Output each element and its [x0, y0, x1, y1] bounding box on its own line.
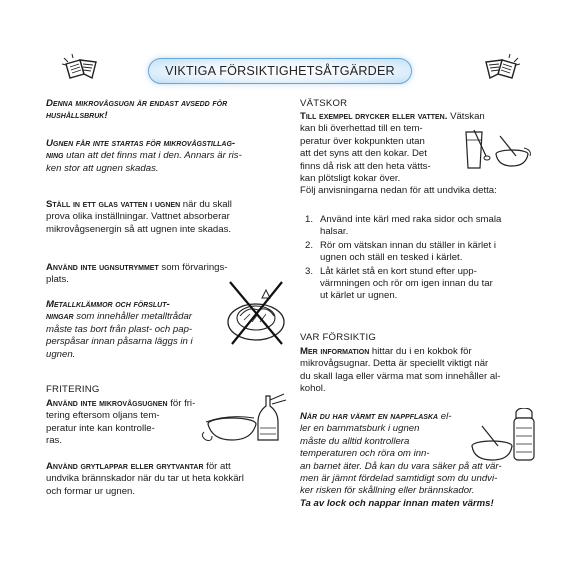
- book-icon: [478, 52, 520, 86]
- step-text: värmningen och rör om igen innan du tar: [320, 278, 493, 290]
- tip-text: prova olika inställningar. Vattnet absorberar: [46, 211, 230, 223]
- water-glass-tip: [46, 199, 232, 236]
- baby-text: el-: [438, 411, 452, 422]
- frying-text: ras.: [46, 435, 62, 447]
- liquids-lead: Till exempel drycker eller vatten.: [300, 111, 448, 122]
- oven-mitt-tip: [46, 461, 244, 498]
- notice-line: Denna mikrovågsugn är endast avsedd för: [46, 98, 228, 109]
- frying-text: peratur inte kan kontrolle-: [46, 422, 155, 434]
- liquids-text: kan plötsligt kokar över.: [300, 173, 401, 185]
- frying-text: tering eftersom oljans tem-: [46, 410, 160, 422]
- liquids-text: att det syns att den kokar. Det: [300, 148, 427, 160]
- metal-lead: Metallklämmor och förslut-: [46, 299, 170, 310]
- empty-oven-warning: [46, 138, 242, 175]
- metal-text: måste tas bort från plast- och pap-: [46, 323, 193, 335]
- step-number: 1.: [305, 214, 314, 225]
- baby-text: ker risken för skållning eller brännskador.: [300, 485, 475, 497]
- cookbook-tip: [300, 346, 536, 396]
- storage-text: som förvarings-: [158, 262, 228, 273]
- metal-text: som innehåller metalltrådar: [73, 311, 193, 323]
- household-notice: [46, 98, 227, 123]
- caution-heading: VAR FÖRSIKTIG: [300, 332, 376, 343]
- metal-lead: ningar: [46, 311, 74, 323]
- cookbook-lead: Mer information: [300, 346, 370, 357]
- book-icon: [62, 52, 104, 86]
- crossed-out-foil-wrapped-food-icon: [222, 278, 290, 348]
- storage-text: plats.: [46, 274, 69, 286]
- step-item: [300, 240, 536, 265]
- page-header: [0, 46, 582, 92]
- metal-clips-warning: [46, 299, 193, 361]
- liquids-text: Följ anvisningarna nedan för att undvika detta:: [300, 185, 497, 197]
- step-item: [300, 214, 536, 239]
- glass-cup-and-spoon-icon: [460, 128, 534, 172]
- storage-lead: Använd inte ugnsutrymmet: [46, 262, 159, 273]
- step-text: Använd inte kärl med raka sidor och smala: [320, 214, 502, 225]
- liquids-text: kan bli överhettad till en tem-: [300, 123, 423, 135]
- step-item: [300, 266, 536, 303]
- mitt-text: för att: [203, 461, 231, 472]
- step-text: Rör om vätskan innan du ställer in kärlet i: [320, 239, 496, 251]
- metal-text: perspåsar innan påsarna läggs in i: [46, 336, 193, 348]
- metal-text: ugnen.: [46, 348, 76, 360]
- tip-text: mikrovågsenergin så att ugnen inte skadas.: [46, 223, 232, 235]
- baby-lead: När du har värmt en nappflaska: [300, 411, 439, 422]
- cookbook-text: kohol.: [300, 383, 326, 395]
- warning-lead: Ugnen får inte startas för mikrovågstillag-: [46, 138, 236, 149]
- baby-bottle-and-bowl-icon: [468, 408, 538, 464]
- oil-bottle-and-bowl-icon: [198, 392, 288, 444]
- step-text: halsar.: [320, 226, 349, 238]
- liquids-text: finns då risk att den heta vätts-: [300, 160, 431, 172]
- step-text: Låt kärlet stå en kort stund efter upp-: [320, 265, 477, 277]
- step-number: 3.: [305, 265, 314, 277]
- mitt-text: undvika brännskador när du tar ut heta kokkärl: [46, 473, 244, 485]
- frying-text: för fri-: [167, 398, 196, 409]
- tip-text: när du skall: [180, 199, 232, 210]
- frying-warning: [46, 398, 195, 448]
- storage-warning: [46, 262, 228, 287]
- tip-lead: Ställ in ett glas vatten i ugnen: [46, 199, 181, 210]
- cookbook-text: du skall laga eller värma mat som innehåller al-: [300, 370, 501, 382]
- warning-text: utan att det finns mat i den. Annars är ris-: [63, 150, 242, 162]
- liquids-text: Vätskan: [447, 111, 485, 122]
- warning-lead: ning: [46, 150, 64, 162]
- step-text: ut kärlet ur ugnen.: [320, 290, 398, 302]
- cookbook-text: mikrovågsugnar. Detta är speciellt viktigt när: [300, 358, 489, 370]
- page-title: VIKTIGA FÖRSIKTIGHETSÅTGÄRDER: [148, 58, 412, 84]
- frying-lead: Använd inte mikrovågsugnen: [46, 398, 168, 409]
- baby-closing-note: Ta av lock och nappar innan maten värms!: [300, 497, 494, 509]
- cookbook-text: hittar du i en kokbok för: [369, 346, 472, 357]
- frying-heading: FRITERING: [46, 384, 100, 395]
- mitt-lead: Använd grytlappar eller grytvantar: [46, 461, 204, 472]
- step-text: ugnen och ställ en tesked i kärlet.: [320, 252, 463, 264]
- liquids-steps-list: [300, 214, 536, 303]
- warning-text: ken stor att ugnen skadas.: [46, 162, 159, 174]
- baby-text: måste du alltid kontrollera: [300, 435, 410, 447]
- liquids-heading: VÄTSKOR: [300, 98, 348, 109]
- baby-text: an barnet äter. Då kan du vara säker på att vär-: [300, 460, 502, 472]
- step-number: 2.: [305, 239, 314, 251]
- baby-text: ler en barnmatsburk i ugnen: [300, 423, 420, 435]
- baby-text: men är jämnt fördelad samtidigt som du undvi-: [300, 473, 498, 485]
- liquids-text: peratur över kokpunkten utan: [300, 135, 425, 147]
- baby-text: temperaturen och röra om inn-: [300, 448, 430, 460]
- notice-line: hushållsbruk!: [46, 110, 108, 122]
- mitt-text: och formar ur ugnen.: [46, 485, 136, 497]
